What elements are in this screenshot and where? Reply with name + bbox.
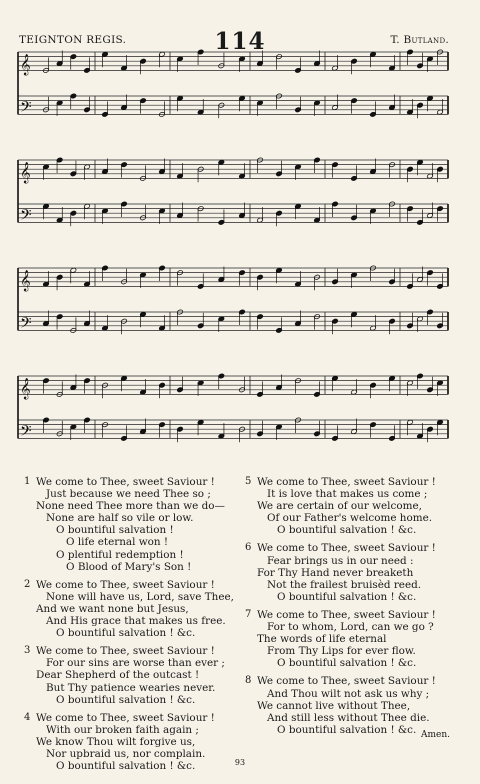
svg-text:𝄞: 𝄞: [20, 270, 31, 292]
verse-line: O bountiful salvation ! &c.: [56, 760, 196, 773]
verse-line: O bountiful salvation ! &c.: [56, 693, 196, 706]
verse: [245, 609, 465, 669]
verse-line: We come to Thee, sweet Saviour !: [36, 645, 215, 658]
verse-line: O Blood of Mary's Son !: [66, 560, 192, 573]
verses-right-column: [245, 476, 465, 742]
verse-line: O bountiful salvation ! &c.: [277, 723, 417, 736]
verse-line: O bountiful salvation !: [56, 524, 174, 537]
svg-text:𝄢: 𝄢: [20, 98, 32, 120]
verse-line: The words of life eternal: [257, 633, 387, 646]
verse: [245, 476, 465, 536]
verse-line: For Thy Hand never breaketh: [257, 566, 414, 579]
tune-name: TEIGNTON REGIS.: [19, 34, 127, 46]
verse-line: We come to Thee, sweet Saviour !: [36, 476, 215, 488]
verse: [245, 675, 465, 735]
verse-line: O bountiful salvation ! &c.: [277, 657, 417, 670]
verse-line: Fear brings us in our need :: [267, 554, 414, 567]
composer-name: T. Butland.: [390, 34, 449, 46]
verse-line: Nor upbraid us, nor complain.: [46, 747, 206, 760]
svg-text:𝄞: 𝄞: [20, 378, 31, 400]
verse-line: We know Thou wilt forgive us,: [36, 735, 196, 748]
verse: [24, 645, 244, 705]
verse-line: For to whom, Lord, can we go ?: [267, 621, 434, 634]
verse-line: It is love that makes us come ;: [267, 488, 428, 501]
verse-line: And still less without Thee die.: [267, 711, 430, 724]
verse-line: We come to Thee, sweet Saviour !: [257, 608, 436, 621]
verse-line: We come to Thee, sweet Saviour !: [257, 476, 436, 488]
verses-left-column: [24, 476, 244, 778]
verse-number: 8: [245, 675, 252, 687]
verse-number: 1: [24, 476, 31, 487]
amen-text: Amen.: [420, 730, 450, 740]
verse-line: O bountiful salvation ! &c.: [56, 627, 196, 640]
verse-line: We come to Thee, sweet Saviour !: [257, 675, 436, 688]
verse: [245, 542, 465, 602]
svg-text:𝄢: 𝄢: [20, 206, 32, 228]
verse-number: 7: [245, 608, 252, 620]
verse-line: We come to Thee, sweet Saviour !: [36, 578, 215, 591]
verse-line: O life eternal won !: [66, 536, 169, 549]
verse-number: 6: [245, 542, 252, 554]
verse-line: But Thy patience wearies never.: [46, 681, 216, 694]
verse-line: O bountiful salvation ! &c.: [277, 590, 417, 603]
svg-text:𝄢: 𝄢: [20, 422, 32, 444]
verse: [24, 476, 244, 573]
verse-line: For our sins are worse than ever ;: [46, 657, 225, 670]
verse-line: Just because we need Thee so ;: [46, 488, 211, 501]
verse-number: 5: [245, 476, 252, 487]
svg-text:𝄞: 𝄞: [20, 162, 31, 184]
verse-line: And we want none but Jesus,: [36, 602, 189, 615]
verse-number: 2: [24, 578, 31, 590]
verse-number: 4: [24, 711, 31, 723]
verse-number: 3: [24, 645, 31, 657]
verse-line: Of our Father's welcome home.: [267, 512, 433, 525]
verse-line: None are half so vile or low.: [46, 512, 194, 525]
verse-line: And Thou wilt not ask us why ;: [267, 687, 430, 700]
verse: [24, 579, 244, 639]
verse-line: Dear Shepherd of the outcast !: [36, 669, 200, 682]
svg-text:𝄢: 𝄢: [20, 314, 32, 336]
verse-line: From Thy Lips for ever flow.: [267, 645, 416, 658]
verse-line: None need Thee more than we do—: [36, 500, 225, 513]
verse-line: None will have us, Lord, save Thee,: [46, 590, 234, 603]
verse-line: O bountiful salvation ! &c.: [277, 524, 417, 537]
verse-line: We come to Thee, sweet Saviour !: [36, 711, 215, 724]
page-number: 93: [234, 758, 246, 767]
hymn-number: 114: [214, 28, 266, 55]
svg-text:𝄞: 𝄞: [20, 54, 31, 76]
verse-line: Not the frailest bruisèd reed.: [267, 578, 422, 591]
verse-line: We are certain of our welcome,: [257, 500, 422, 513]
verse-line: O plentiful redemption !: [56, 548, 184, 561]
verse-line: With our broken faith again ;: [46, 723, 199, 736]
verse-line: We cannot live without Thee,: [257, 699, 411, 712]
verse-line: We come to Thee, sweet Saviour !: [257, 542, 436, 555]
verse-line: And His grace that makes us free.: [46, 615, 226, 628]
